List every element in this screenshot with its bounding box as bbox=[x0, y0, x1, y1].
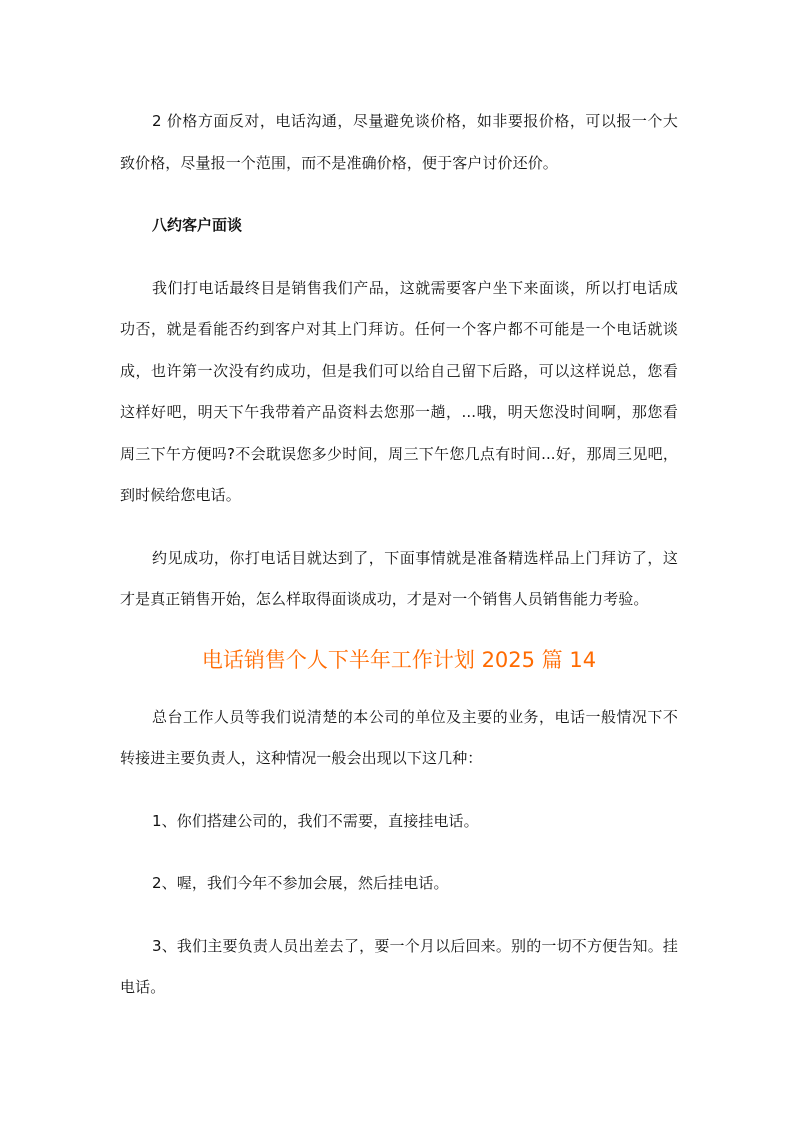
heading-arrange-meeting: 八约客户面谈 bbox=[152, 216, 243, 234]
section-title: 电话销售个人下半年工作计划 2025 篇 14 bbox=[201, 647, 597, 672]
paragraph-meeting-success: 约见成功，你打电话目就达到了，下面事情就是准备精选样品上门拜访了，这才是真正销售开始，怎么样取得面谈成功，才是对一个销售人员销售能力考验。 bbox=[120, 548, 678, 608]
document-content bbox=[120, 101, 678, 1009]
list-item-1: 1、你们搭建公司的，我们不需要，直接挂电话。 bbox=[152, 811, 479, 830]
list-item-3: 3、我们主要负责人员出差去了，要一个月以后回来。别的一切不方便告知。挂电话。 bbox=[120, 936, 678, 996]
paragraph-price-objection: 2 价格方面反对，电话沟通，尽量避免谈价格，如非要报价格，可以报一个大致价格，尽量报一个范围，而不是准确价格，便于客户讨价还价。 bbox=[120, 112, 678, 172]
paragraph-meeting-purpose: 我们打电话最终目是销售我们产品，这就需要客户坐下来面谈，所以打电话成功否，就是看能否约到客户对其上门拜访。任何一个客户都不可能是一个电话就谈成，也许第一次没有约成功，但是我们可以给自己留下后路，可以这样说总，您看这样好吧，明天下午我带着产品资料去您那一趟，...哦，明天您没时间啊，那您看周三下午方便吗?不会耽误您多少时间，周三下午您几点有时间...好，那周三见吧，到时候给您电话。 bbox=[120, 278, 678, 504]
list-item-2: 2、喔，我们今年不参加会展，然后挂电话。 bbox=[152, 874, 449, 892]
paragraph-reception-staff: 总台工作人员等我们说清楚的本公司的单位及主要的业务，电话一般情况下不转接进主要负责人，这种情况一般会出现以下这几种： bbox=[120, 707, 678, 767]
